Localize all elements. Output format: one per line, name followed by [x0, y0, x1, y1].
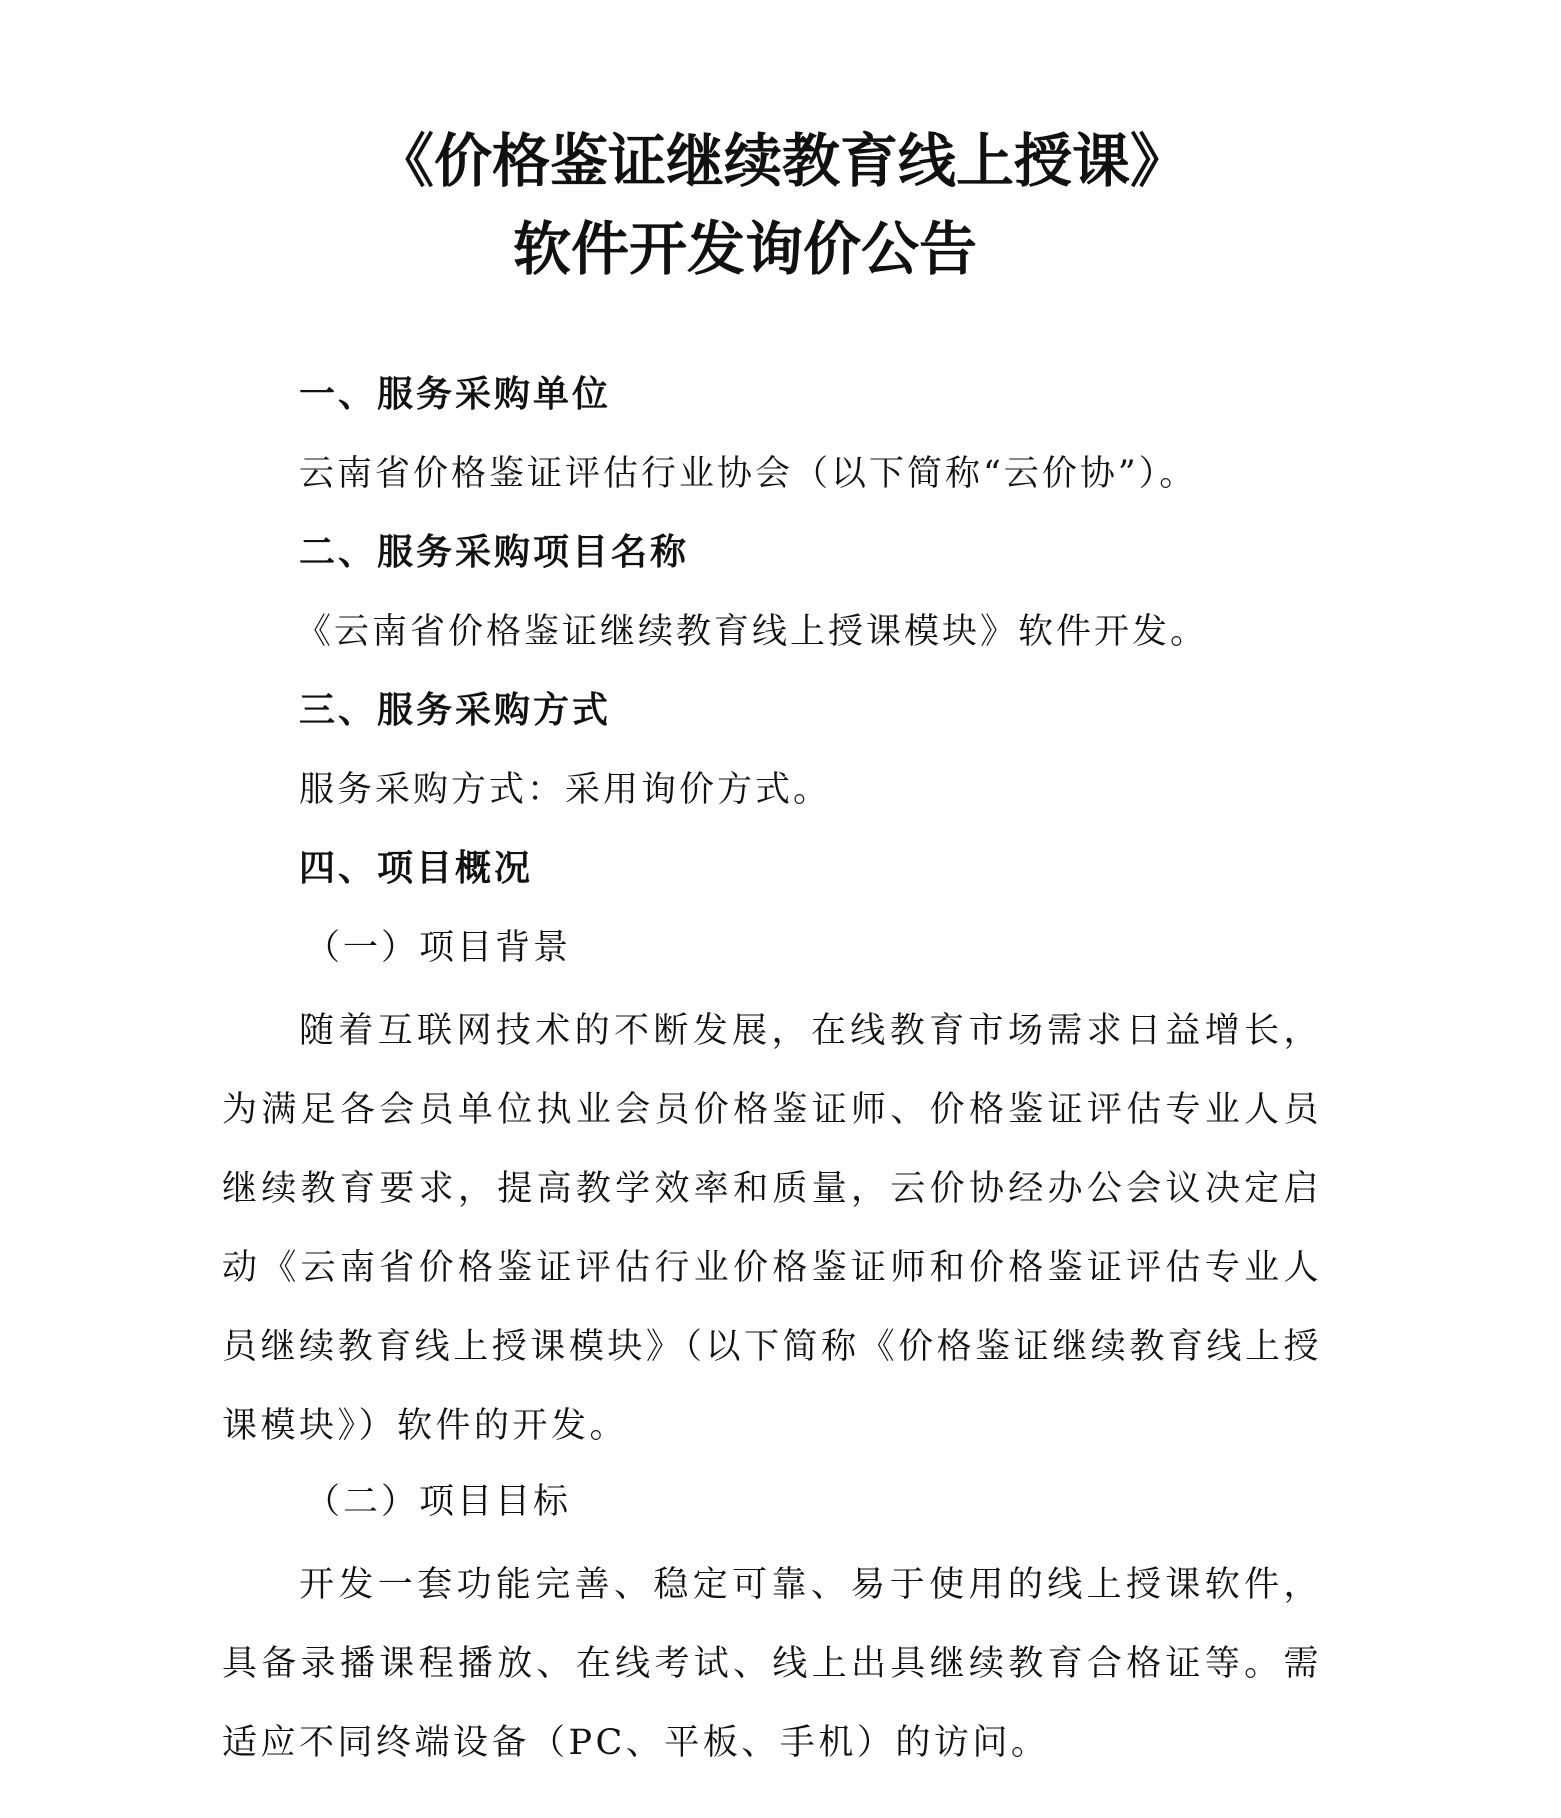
document-title-line-1: 《价格鉴证继续教育线上授课》 — [376, 127, 1189, 195]
document-title-line-2: 软件开发询价公告 — [513, 215, 978, 283]
section-2-heading: 二、服务采购项目名称 — [299, 532, 690, 573]
section-2-body: 《云南省价格鉴证继续教育线上授课模块》软件开发。 — [296, 612, 1209, 652]
subsection-goal-body: 开发一套功能完善、稳定可靠、易于使用的线上授课软件，具备录播课程播放、在线考试、线上出具继续教育合格证等。需适应不同终端设备（PC、平板、手机）的访问。 — [222, 1565, 1322, 1763]
subsection-background-body: 随着互联网技术的不断发展，在线教育市场需求日益增长，为满足各会员单位执业会员价格鉴证师、价格鉴证评估专业人员继续教育要求，提高教学效率和质量，云价协经办公会议决定启动《云南省价格鉴证评估行业价格鉴证师和价格鉴证评估专业人员继续教育线上授课模块》（以下简称《价格鉴证继续教育线上授课模块》）软件的开发。 — [222, 1011, 1322, 1446]
subsection-goal-heading: （二）项目目标 — [305, 1482, 572, 1522]
section-3-body: 服务采购方式：采用询价方式。 — [299, 770, 832, 810]
section-1-body: 云南省价格鉴证评估行业协会（以下简称“云价协”）。 — [299, 454, 1198, 494]
section-4-heading: 四、项目概况 — [299, 848, 534, 889]
section-1-heading: 一、服务采购单位 — [299, 374, 612, 415]
section-3-heading: 三、服务采购方式 — [299, 690, 612, 731]
subsection-background-heading: （一）项目背景 — [305, 928, 572, 968]
